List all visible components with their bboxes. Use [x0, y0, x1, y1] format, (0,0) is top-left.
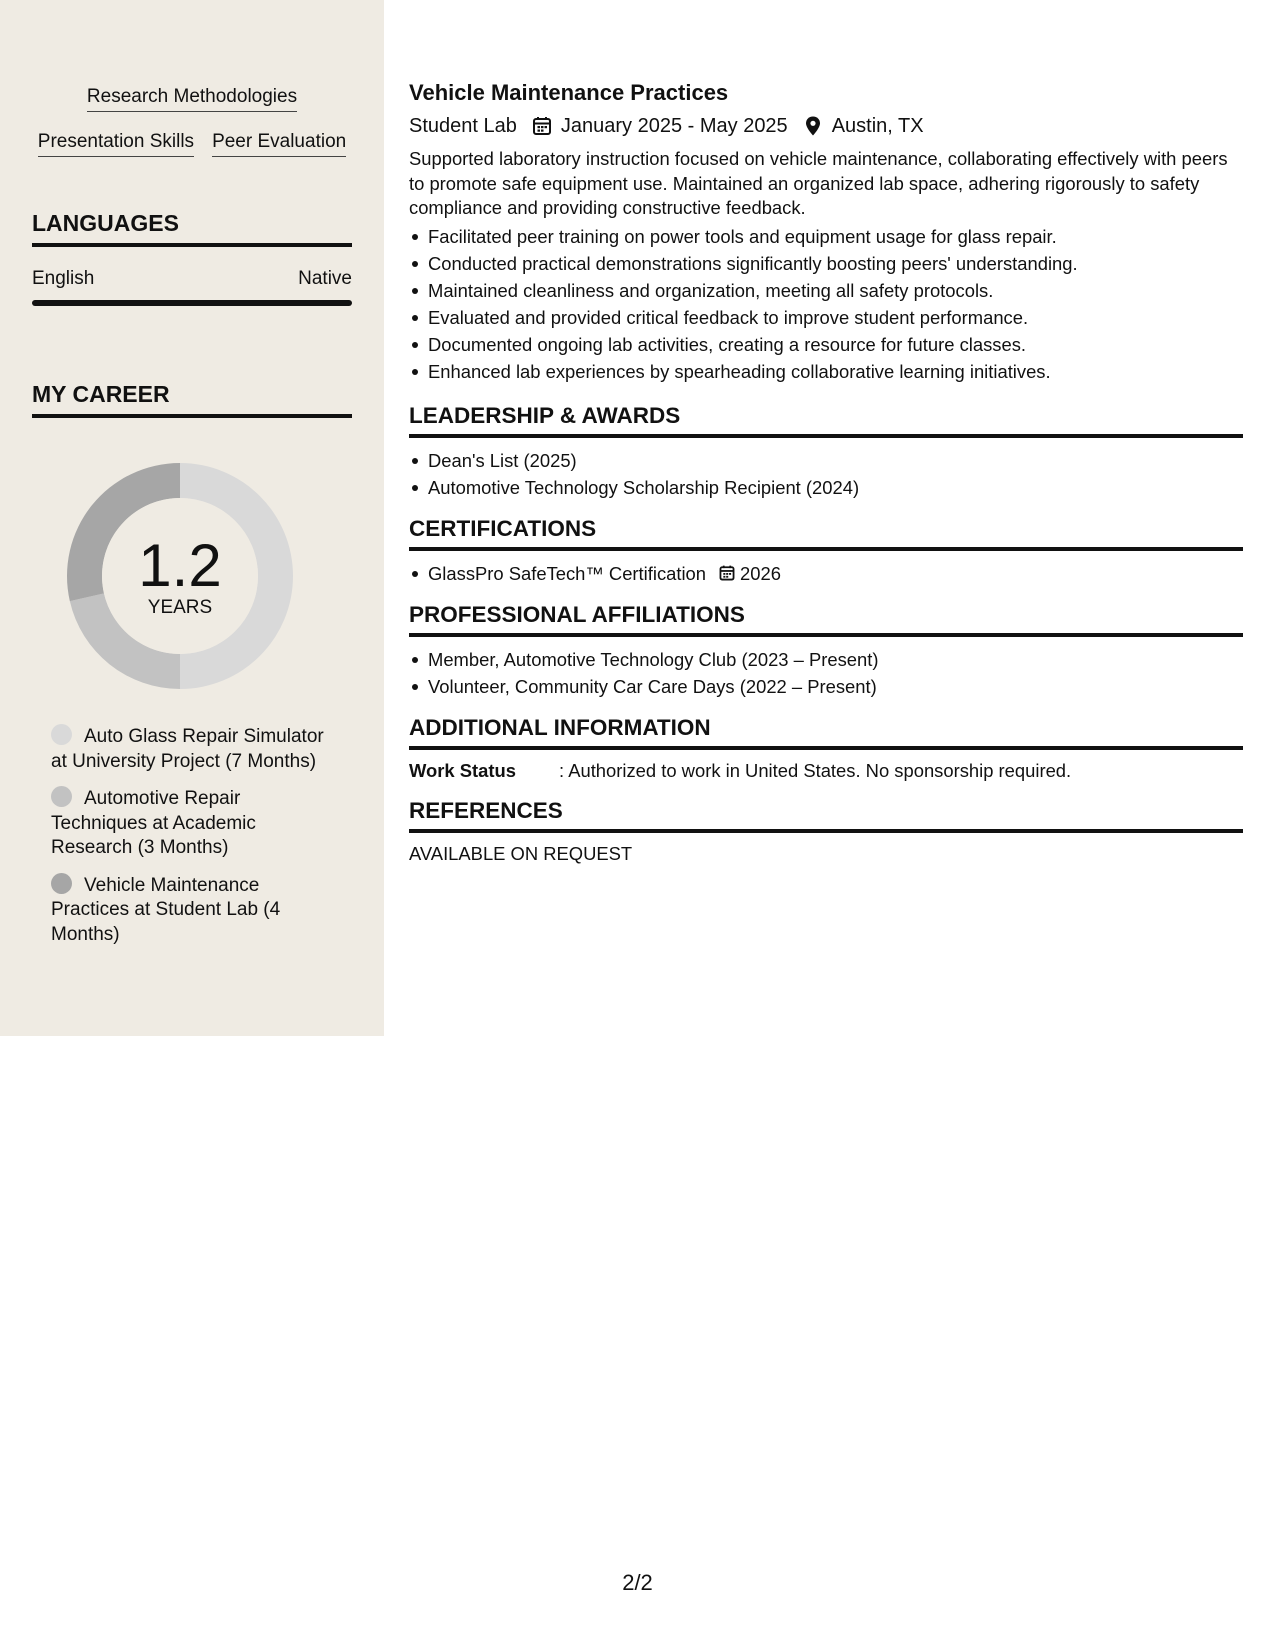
- job-title: Vehicle Maintenance Practices: [409, 80, 729, 105]
- list-item: Automotive Technology Scholarship Recipient (2024): [409, 474, 1243, 501]
- references-heading: REFERENCES: [409, 796, 1243, 833]
- list-item: Evaluated and provided critical feedback to improve student performance.: [409, 304, 1243, 331]
- languages-heading: LANGUAGES: [32, 210, 352, 247]
- career-legend-item: Automotive Repair Techniques at Academic Research (3 Months): [51, 788, 256, 858]
- references-text: AVAILABLE ON REQUEST: [409, 842, 633, 864]
- leadership-list: [409, 447, 1243, 501]
- sidebar: [0, 0, 384, 1036]
- calendar-icon: [531, 115, 553, 137]
- language-row: [32, 268, 352, 290]
- additional-info-heading: ADDITIONAL INFORMATION: [409, 713, 1243, 750]
- list-item: Maintained cleanliness and organization, meeting all safety protocols.: [409, 277, 1243, 304]
- affiliations-heading: PROFESSIONAL AFFILIATIONS: [409, 600, 1243, 637]
- list-item: Dean's List (2025): [409, 447, 1243, 474]
- map-pin-icon: [802, 115, 824, 137]
- work-status-label: Work Status: [409, 759, 516, 781]
- skill-tag: Peer Evaluation: [212, 131, 346, 157]
- career-legend: [51, 724, 331, 959]
- career-total-value: 1.2: [138, 532, 222, 599]
- certifications-list: [409, 560, 1243, 587]
- list-item: Documented ongoing lab activities, creating a resource for future classes.: [409, 331, 1243, 358]
- leadership-heading: LEADERSHIP & AWARDS: [409, 401, 1243, 438]
- legend-dot-icon: [51, 786, 72, 807]
- list-item: Volunteer, Community Car Care Days (2022 – Present): [409, 673, 1243, 700]
- language-name: English: [32, 268, 95, 289]
- list-item: Facilitated peer training on power tools and equipment usage for glass repair.: [409, 223, 1243, 250]
- job-bullets: [409, 223, 1243, 385]
- job-dates: January 2025 - May 2025: [560, 115, 788, 137]
- language-level: Native: [298, 268, 352, 289]
- job-employer: Student Lab: [409, 115, 517, 137]
- job-description: Supported laboratory instruction focused on vehicle maintenance, collaborating effectively with peers to promote safe equipment use. Maintained an organized lab space, adhering rigorously to safety compliance and providing constructive feedback.: [409, 148, 1228, 218]
- legend-dot-icon: [51, 724, 72, 745]
- certification-year: 2026: [740, 562, 781, 584]
- list-item: Enhanced lab experiences by spearheading collaborative learning initiatives.: [409, 358, 1243, 385]
- main-content: [409, 78, 1243, 866]
- legend-dot-icon: [51, 873, 72, 894]
- certifications-heading: CERTIFICATIONS: [409, 514, 1243, 551]
- affiliations-list: [409, 646, 1243, 700]
- job-meta: [409, 111, 1243, 141]
- work-status-row: [409, 759, 1243, 783]
- career-legend-item: Vehicle Maintenance Practices at Student Lab (4 Months): [51, 874, 281, 945]
- skill-tag: Research Methodologies: [87, 86, 297, 112]
- skills-list: [0, 86, 384, 176]
- list-item: Conducted practical demonstrations significantly boosting peers' understanding.: [409, 250, 1243, 277]
- calendar-icon: [718, 564, 736, 582]
- page-number: 2/2: [622, 1570, 653, 1595]
- career-legend-item: Auto Glass Repair Simulator at University Project (7 Months): [51, 726, 324, 772]
- work-status-value: : Authorized to work in United States. No sponsorship required.: [559, 759, 1072, 781]
- job-location: Austin, TX: [831, 115, 924, 137]
- career-heading: MY CAREER: [32, 381, 352, 418]
- language-proficiency-bar: [32, 300, 352, 306]
- skill-tag: Presentation Skills: [38, 131, 194, 157]
- list-item: Member, Automotive Technology Club (2023 – Present): [409, 646, 1243, 673]
- certification-name: GlassPro SafeTech™ Certification: [428, 562, 707, 584]
- career-total-unit: YEARS: [147, 597, 213, 618]
- list-item: [409, 560, 1243, 587]
